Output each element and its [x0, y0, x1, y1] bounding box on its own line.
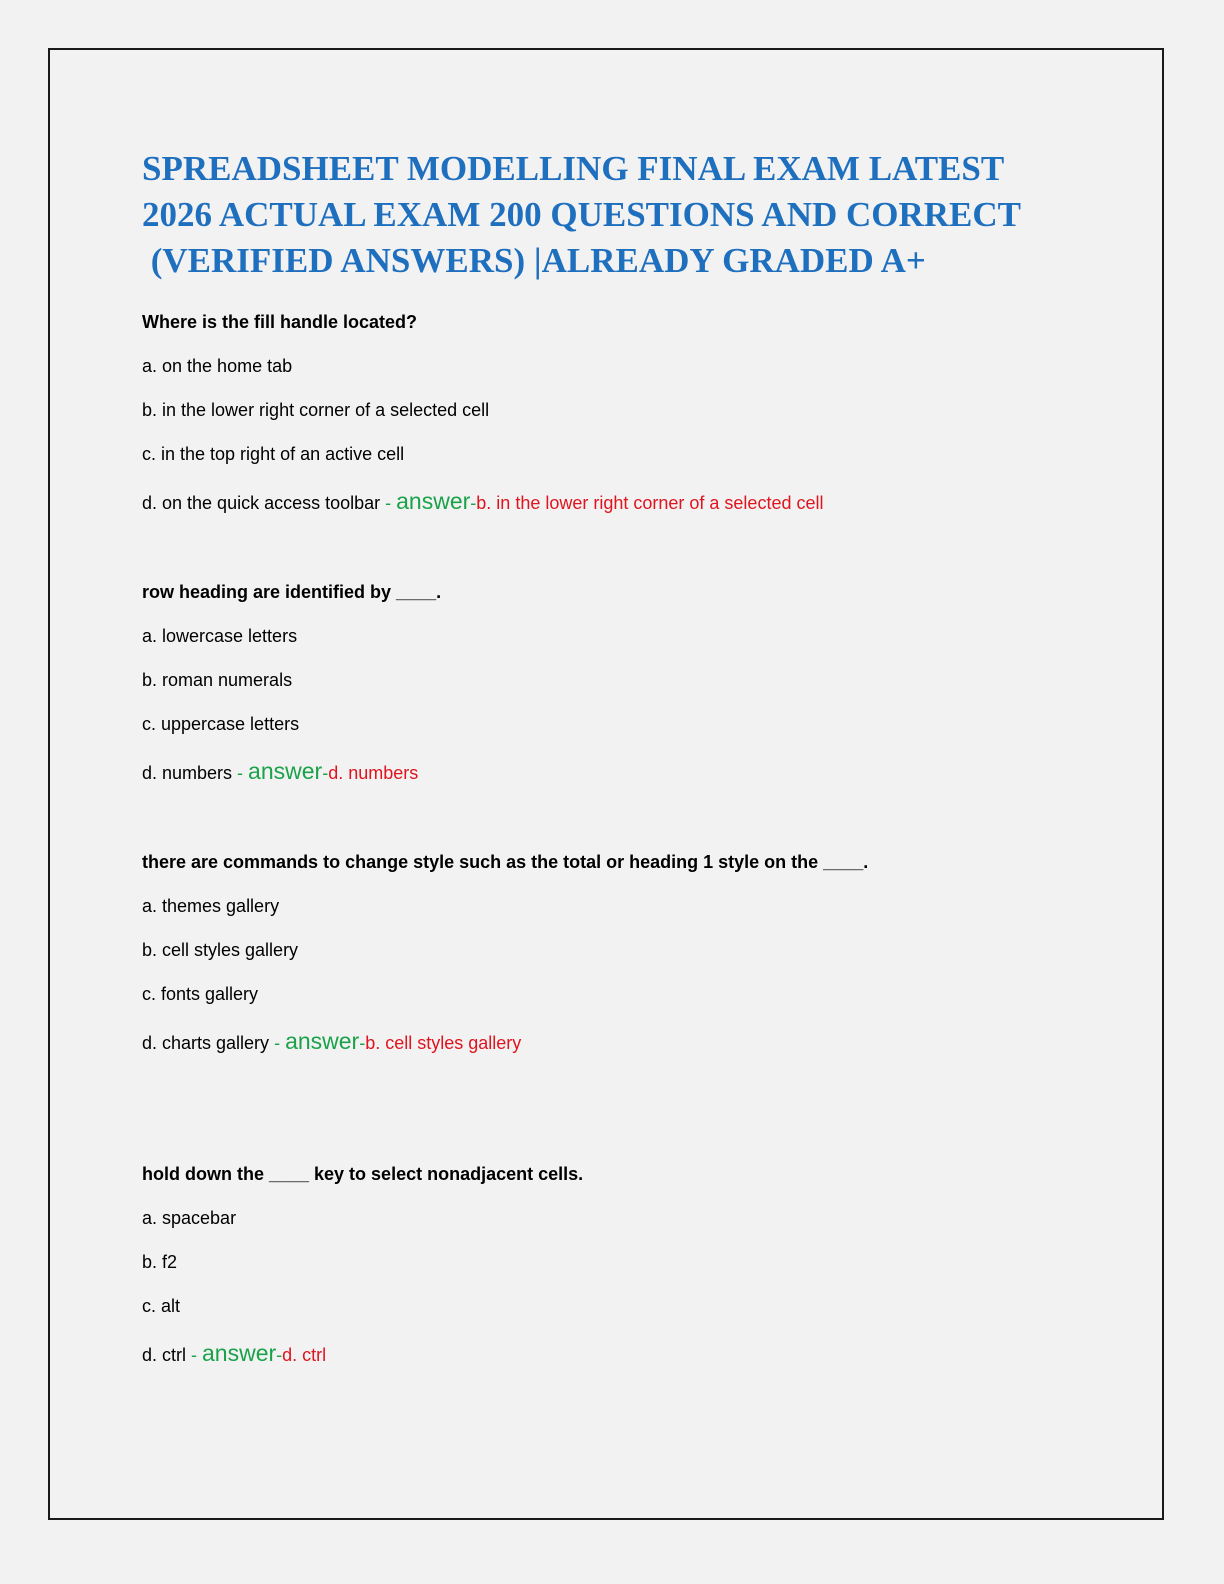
answer-suffix: - [359, 1033, 366, 1053]
question-text: row heading are identified by ____. [142, 582, 442, 602]
answer-prefix: - [380, 493, 397, 513]
option-b: b. f2 [142, 1252, 178, 1272]
question-text: there are commands to change style such as the total or heading 1 style on the ____. [142, 852, 869, 872]
answer-suffix: - [276, 1345, 283, 1365]
answer-suffix: - [470, 493, 477, 513]
option-d-with-answer [142, 1338, 1102, 1370]
option-d-with-answer [142, 1026, 1102, 1058]
correct-answer: d. ctrl [282, 1345, 327, 1365]
option-a: a. on the home tab [142, 356, 293, 376]
correct-answer: b. in the lower right corner of a selected cell [476, 493, 824, 513]
question-text: hold down the ____ key to select nonadjacent cells. [142, 1164, 584, 1184]
correct-answer: d. numbers [328, 763, 419, 783]
document-title [142, 146, 1102, 284]
question-text: Where is the fill handle located? [142, 312, 418, 332]
option-d: d. ctrl [142, 1345, 187, 1365]
option-b: b. in the lower right corner of a selected cell [142, 400, 490, 420]
question-block [142, 850, 1102, 1058]
option-a: a. lowercase letters [142, 626, 298, 646]
answer-prefix: - [232, 763, 249, 783]
answer-prefix: - [186, 1345, 203, 1365]
question-block [142, 1162, 1102, 1370]
question-block [142, 580, 1102, 788]
option-c: c. fonts gallery [142, 984, 259, 1004]
answer-prefix: - [269, 1033, 286, 1053]
answer-label: answer [285, 1028, 360, 1054]
option-d: d. on the quick access toolbar [142, 493, 381, 513]
option-d-with-answer [142, 756, 1102, 788]
option-b: b. roman numerals [142, 670, 293, 690]
correct-answer: b. cell styles gallery [365, 1033, 522, 1053]
option-d-with-answer [142, 486, 1102, 518]
option-c: c. in the top right of an active cell [142, 444, 405, 464]
answer-label: answer [202, 1340, 277, 1366]
answer-label: answer [248, 758, 323, 784]
option-c: c. uppercase letters [142, 714, 300, 734]
title-line-3: (VERIFIED ANSWERS) |ALREADY GRADED A+ [142, 241, 926, 280]
option-b: b. cell styles gallery [142, 940, 299, 960]
title-line-2: 2026 ACTUAL EXAM 200 QUESTIONS AND CORRECT [142, 195, 1022, 234]
option-c: c. alt [142, 1296, 181, 1316]
option-d: d. charts gallery [142, 1033, 270, 1053]
option-a: a. themes gallery [142, 896, 280, 916]
option-d: d. numbers [142, 763, 233, 783]
option-a: a. spacebar [142, 1208, 237, 1228]
question-block [142, 310, 1102, 518]
document-content [142, 146, 1102, 1370]
answer-label: answer [396, 488, 471, 514]
answer-suffix: - [322, 763, 329, 783]
title-line-1: SPREADSHEET MODELLING FINAL EXAM LATEST [142, 149, 1005, 188]
